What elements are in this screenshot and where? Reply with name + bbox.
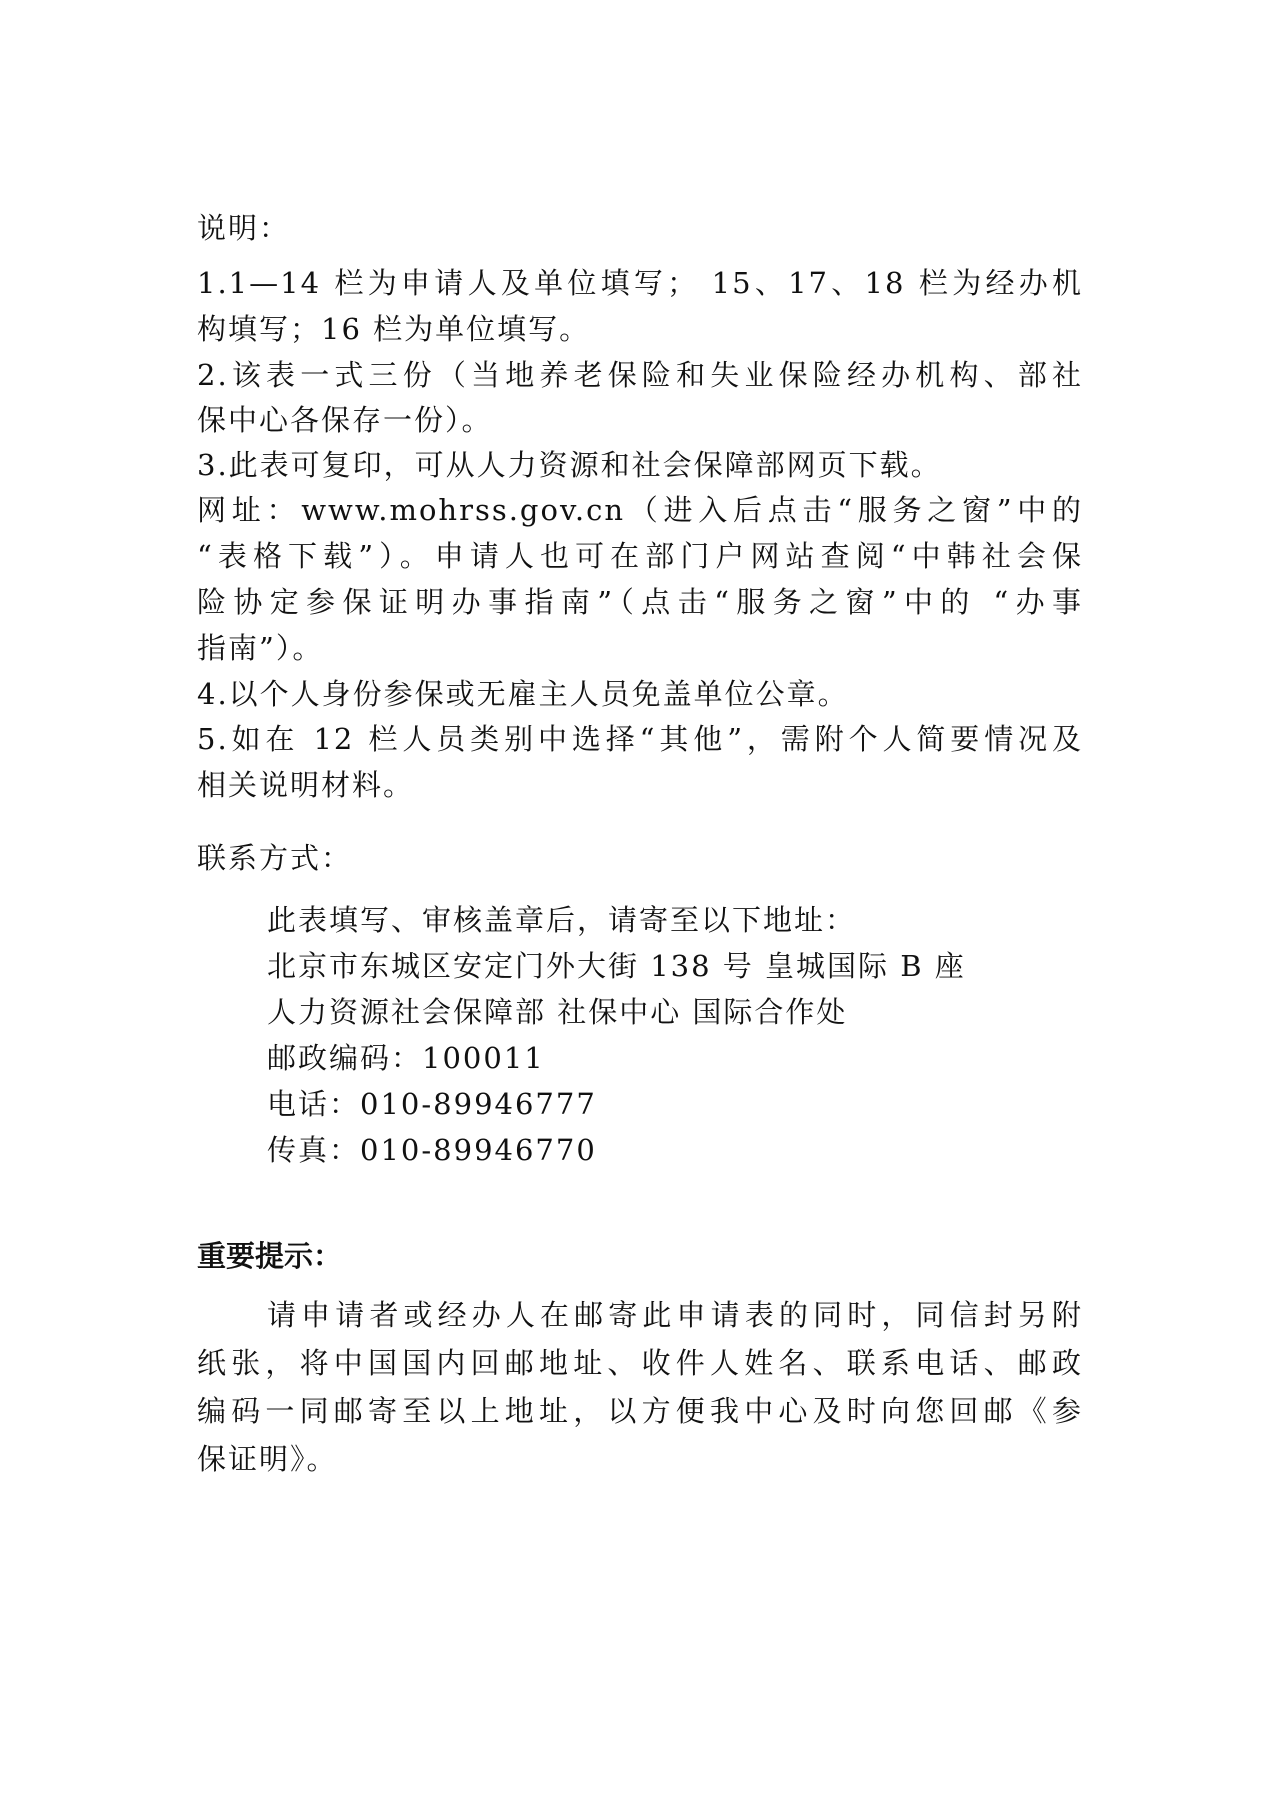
important-line-1: 请申请者或经办人在邮寄此申请表的同时，同信封另附 bbox=[267, 1298, 1083, 1332]
note-2-line-1: 2.该表一式三份（当地养老保险和失业保险经办机构、部社 bbox=[197, 358, 1083, 392]
fax-value: 010-89946770 bbox=[360, 1133, 597, 1167]
fax-label: 传真： bbox=[267, 1133, 361, 1167]
postal-code-label: 邮政编码： bbox=[267, 1041, 423, 1075]
note-3-line-1: 3.此表可复印，可从人力资源和社会保障部网页下载。 bbox=[197, 448, 942, 482]
address-line-1: 北京市东城区安定门外大街 138 号 皇城国际 B 座 bbox=[267, 949, 966, 983]
note-1-line-2: 构填写；16 栏为单位填写。 bbox=[197, 312, 591, 346]
phone-row bbox=[267, 1087, 597, 1121]
note-5-line-2: 相关说明材料。 bbox=[197, 768, 415, 802]
note-4-line-1: 4.以个人身份参保或无雇主人员免盖单位公章。 bbox=[197, 677, 849, 711]
note-3-website-line: 网址：www.mohrss.gov.cn（进入后点击“服务之窗”中的 bbox=[197, 493, 1083, 527]
important-line-3: 编码一同邮寄至以上地址，以方便我中心及时向您回邮《参 bbox=[197, 1394, 1083, 1428]
postal-code-value: 100011 bbox=[422, 1041, 545, 1075]
note-2-line-2: 保中心各保存一份）。 bbox=[197, 403, 493, 437]
note-5-line-1: 5.如在 12 栏人员类别中选择“其他”，需附个人简要情况及 bbox=[197, 722, 1083, 756]
important-line-4: 保证明》。 bbox=[197, 1442, 338, 1476]
note-3-line-4: 险协定参保证明办事指南”（点击“服务之窗”中的 “办事 bbox=[197, 585, 1083, 619]
contact-heading: 联系方式： bbox=[197, 841, 353, 875]
important-heading: 重要提示： bbox=[197, 1239, 343, 1273]
note-3-line-3: “表格下载”）。申请人也可在部门户网站查阅“中韩社会保 bbox=[197, 539, 1083, 573]
note-3-line-5: 指南”）。 bbox=[197, 631, 324, 665]
notes-heading: 说明： bbox=[197, 211, 291, 245]
phone-value: 010-89946777 bbox=[360, 1087, 597, 1121]
postal-code-row bbox=[267, 1041, 545, 1075]
fax-row bbox=[267, 1133, 597, 1167]
address-line-2: 人力资源社会保障部 社保中心 国际合作处 bbox=[267, 995, 848, 1029]
note-1-line-1: 1.1—14 栏为申请人及单位填写； 15、17、18 栏为经办机 bbox=[197, 266, 1083, 300]
contact-instruction: 此表填写、审核盖章后，请寄至以下地址： bbox=[267, 903, 857, 937]
phone-label: 电话： bbox=[267, 1087, 361, 1121]
important-line-2: 纸张，将中国国内回邮地址、收件人姓名、联系电话、邮政 bbox=[197, 1346, 1083, 1380]
